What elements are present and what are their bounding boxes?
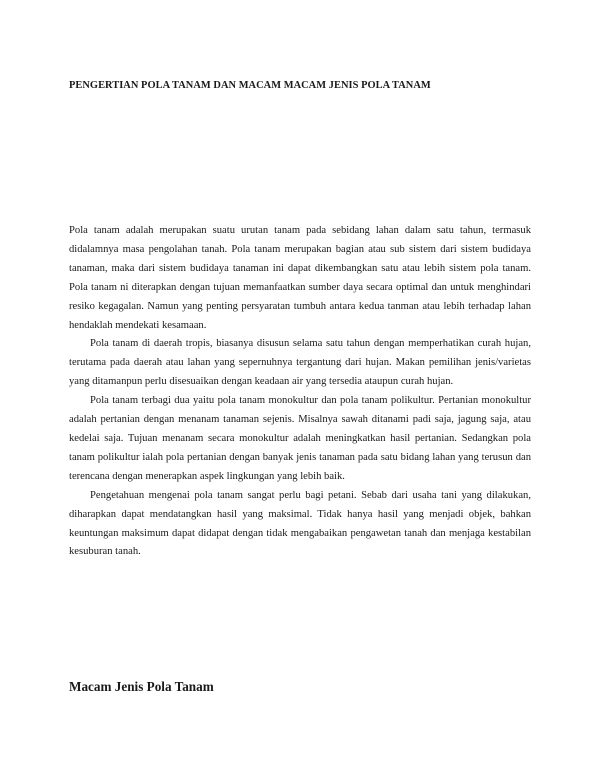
- section-heading: Macam Jenis Pola Tanam: [69, 679, 214, 694]
- document-body: [69, 222, 531, 562]
- paragraph-1: Pola tanam adalah merupakan suatu urutan tanam pada sebidang lahan dalam satu tahun, termasuk didalamnya masa pengolahan tanah. Pola tanam merupakan bagian atau sub sistem dari sistem budidaya tanaman, maka dari sistem budidaya tanaman ini dapat dikembangkan satu atau lebih sistem pola tanam. Pola tanam ni diterapkan dengan tujuan memanfaatkan sumber daya secara optimal dan untuk menghindari resiko kegagalan. Namun yang penting persyaratan tumbuh antara kedua tanman atau lebih terhadap lahan hendaklah mendekati kesamaan.: [69, 225, 531, 331]
- paragraph-4: Pengetahuan mengenai pola tanam sangat perlu bagi petani. Sebab dari usaha tani yang dilakukan, diharapkan dapat mendatangkan hasil yang maksimal. Tidak hanya hasil yang menjadi objek, bahkan keuntungan maksimum dapat didapat dengan tidak mengabaikan pengawetan tanah dan menjaga kestabilan kesuburan tanah.: [69, 489, 531, 558]
- page-title: PENGERTIAN POLA TANAM DAN MACAM MACAM JENIS POLA TANAM: [69, 80, 431, 91]
- paragraph-3: Pola tanam terbagi dua yaitu pola tanam monokultur dan pola tanam polikultur. Pertanian monokultur adalah pertanian dengan menanam tanaman sejenis. Misalnya sawah ditanami padi saja, jagung saja, atau kedelai saja. Tujuan menanam secara monokultur adalah meningkatkan hasil pertanian. Sedangkan pola tanam polikultur ialah pola pertanian dengan banyak jenis tanaman pada satu bidang lahan yang terusun dan terencana dengan menerapkan aspek lingkungan yang lebih baik.: [69, 395, 531, 482]
- paragraph-2: Pola tanam di daerah tropis, biasanya disusun selama satu tahun dengan memperhatikan curah hujan, terutama pada daerah atau lahan yang sepernuhnya tergantung dari hujan. Makan pemilihan jenis/varietas yang ditamanpun perlu disesuaikan dengan keadaan air yang tersedia ataupun curah hujan.: [69, 338, 531, 388]
